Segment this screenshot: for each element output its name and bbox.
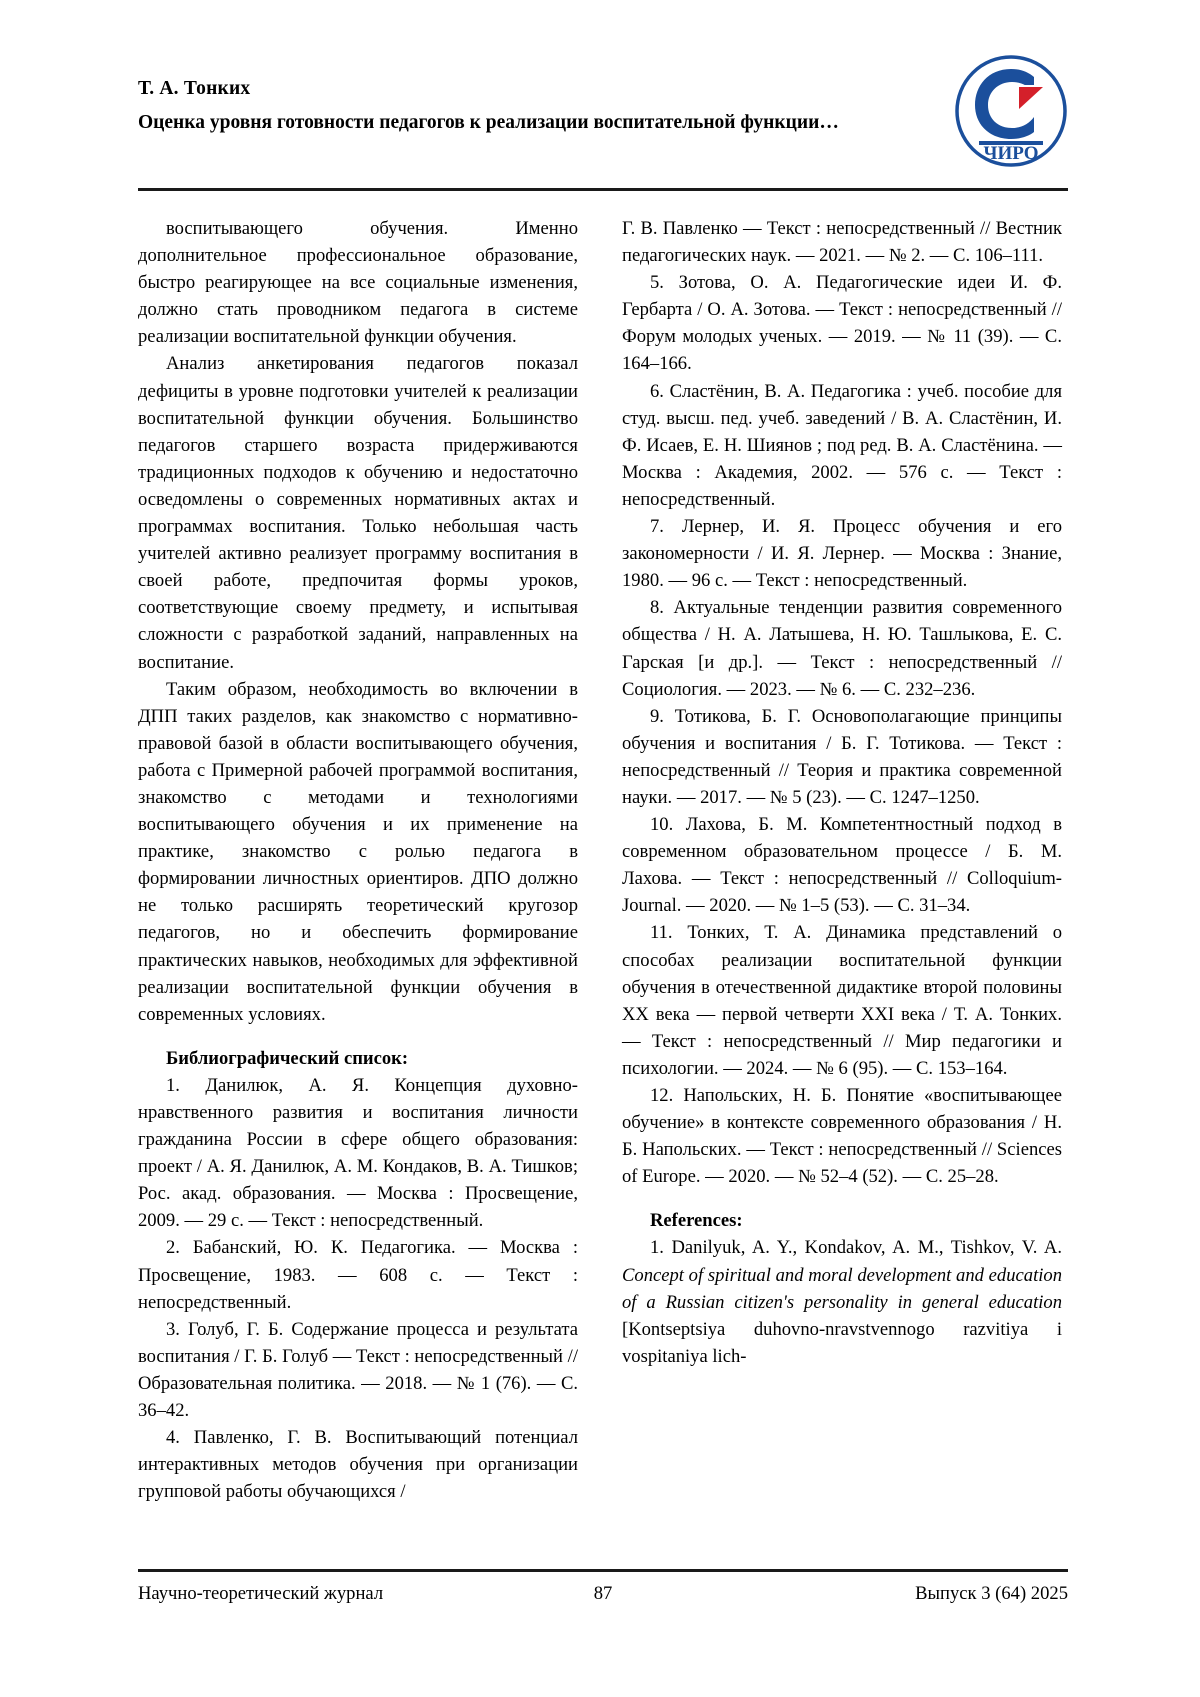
header-article-title: Оценка уровня готовности педагогов к реализации воспитательной функции…: [138, 112, 839, 133]
page-footer: [138, 1583, 1068, 1613]
logo-text: ЧИРО: [983, 143, 1039, 164]
reference-item: 9. Тотикова, Б. Г. Основополагающие принципы обучения и воспитания / Б. Г. Тотикова. — Текст : непосредственный // Теория и практика современной науки. — 2017. — № 5 (23). — С. 1247–1250.: [622, 705, 1062, 808]
reference-item: 3. Голуб, Г. Б. Содержание процесса и результата воспитания / Г. Б. Голуб — Текст : непосредственный // Образовательная политика. — 2018. — № 1 (76). — С. 36–42.: [138, 1318, 578, 1422]
footer-issue: Выпуск 3 (64) 2025: [915, 1583, 1068, 1604]
page-number: 87: [593, 1583, 613, 1604]
reference-en-suffix: [Kontseptsiya duhovno-nravstvennogo razvitiya i vospitaniya lich-: [622, 1318, 1062, 1367]
footer-journal-name: Научно-теоретический журнал: [138, 1583, 384, 1604]
left-column: [138, 215, 578, 1505]
header-author: Т. А. Тонких: [138, 78, 251, 99]
header-divider: [138, 188, 1068, 191]
body-paragraph: Таким образом, необходимость во включении в ДПП таких разделов, как знакомство с нормативно-правовой базой в области воспитывающего обучения, работа с Примерной рабочей программой воспитания, знакомство с методами и технологиями воспитывающего обучения и их применение на практике, знакомство с ролью педагога в формировании личностных ориентиров. ДПО должно не только расширять теоретический кругозор педагогов, но и обеспечить формирование практических навыков, необходимых для эффективной реализации воспитательной функции обучения в современных условиях.: [138, 678, 578, 1025]
body-paragraph: Анализ анкетирования педагогов показал дефициты в уровне подготовки учителей к реализации воспитательной функции обучения. Большинство педагогов старшего возраста придерживаются традиционных подходов к обучению и недостаточно осведомлены о современных нормативных актах и программах воспитания. Только небольшая часть учителей активно реализует программу воспитания в своей работе, предпочитая формы уроков, соответствующие своему предмету, и испытывая сложности с разработкой заданий, направленных на воспитание.: [138, 353, 578, 673]
bibliography-heading: Библиографический список:: [166, 1047, 409, 1069]
reference-item: 1. Данилюк, А. Я. Концепция духовно-нравственного развития и воспитания личности гражданина России в сфере общего образования: проект / А. Я. Данилюк, А. М. Кондаков, В. А. Тишков; Рос. акад. образования. — Москва : Просвещение, 2009. — 29 с. — Текст : непосредственный.: [138, 1074, 578, 1232]
reference-item: 8. Актуальные тенденции развития современного общества / Н. А. Латышева, Н. Ю. Ташлыкова, Е. С. Гарская [и др.]. — Текст : непосредственный // Социология. — 2023. — № 6. — С. 232–236.: [622, 597, 1062, 700]
reference-item-continued: Г. В. Павленко — Текст : непосредственный // Вестник педагогических наук. — 2021. — № 2. — С. 106–111.: [622, 218, 1062, 267]
right-column: [622, 215, 1062, 1370]
reference-en-title: Concept of spiritual and moral development and education of a Russian citizen's personality in general education: [622, 1264, 1062, 1313]
reference-item: 5. Зотова, О. А. Педагогические идеи И. Ф. Гербарта / О. А. Зотова. — Текст : непосредственный // Форум молодых ученых. — 2019. — № 11 (39). — С. 164–166.: [622, 272, 1062, 375]
reference-item: 4. Павленко, Г. В. Воспитывающий потенциал интерактивных методов обучения при организации групповой работы обучающихся /: [138, 1427, 578, 1503]
reference-en-prefix: 1. Danilyuk, A. Y., Kondakov, A. M., Tishkov, V. A.: [650, 1237, 1062, 1259]
footer-divider: [138, 1569, 1068, 1572]
reference-item: 6. Сластёнин, В. А. Педагогика : учеб. пособие для студ. высш. пед. учеб. заведений / В. А. Сластёнин, И. Ф. Исаев, Е. Н. Шиянов ; под ред. В. А. Сластёнина. — Москва : Академия, 2002. — 576 с. — Текст : непосредственный.: [622, 380, 1062, 510]
reference-item: 11. Тонких, Т. А. Динамика представлений о способах реализации воспитательной функции обучения в отечественной дидактике второй половины XX века — первой четверти XXI века / Т. А. Тонких. — Текст : непосредственный // Мир педагогики и психологии. — 2024. — № 6 (95). — С. 153–164.: [622, 922, 1062, 1079]
body-paragraph: воспитывающего обучения. Именно дополнительное профессиональное образование, быстро реагирующее на все социальные изменения, должно стать проводником педагога в системе реализации воспитательной функции обучения.: [138, 218, 578, 348]
page-header: [138, 78, 1068, 178]
reference-item: 2. Бабанский, Ю. К. Педагогика. — Москва : Просвещение, 1983. — 608 с. — Текст : непосредственный.: [138, 1237, 578, 1313]
reference-item-en: [622, 1234, 1062, 1369]
reference-item: 10. Лахова, Б. М. Компетентностный подход в современном образовательном процессе / Б. М. Лахова. — Текст : непосредственный // Colloquium-Journal. — 2020. — № 1–5 (53). — С. 31–34.: [622, 814, 1062, 917]
chiro-logo: [955, 55, 1067, 167]
reference-item: 12. Напольских, Н. Б. Понятие «воспитывающее обучение» в контексте современного образования / Н. Б. Напольских. — Текст : непосредственный // Sciences of Europe. — 2020. — № 52–4 (52). — С. 25–28.: [622, 1085, 1062, 1188]
reference-item: 7. Лернер, И. Я. Процесс обучения и его закономерности / И. Я. Лернер. — Москва : Знание, 1980. — 96 с. — Текст : непосредственный.: [622, 516, 1062, 592]
references-heading: References:: [650, 1210, 743, 1232]
